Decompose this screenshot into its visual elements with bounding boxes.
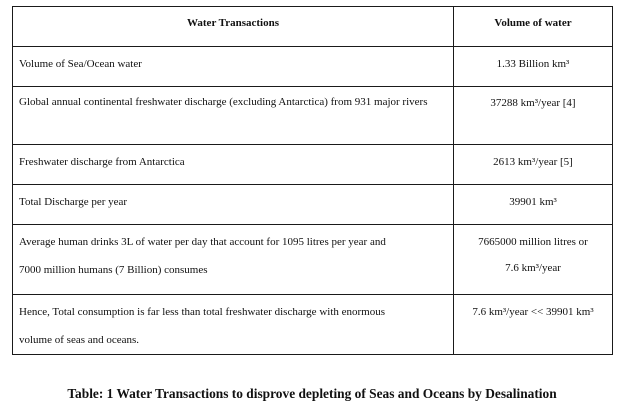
table-header-row bbox=[13, 7, 613, 47]
row-description: Volume of Sea/Ocean water bbox=[19, 58, 142, 70]
row-volume-line: 7665000 million litres or bbox=[478, 236, 588, 248]
row-volume-line: 7.6 km³/year bbox=[505, 262, 561, 274]
description-cell bbox=[13, 145, 454, 185]
description-cell bbox=[13, 295, 454, 355]
volume-cell bbox=[454, 225, 613, 295]
description-cell bbox=[13, 87, 454, 145]
row-description-line: Hence, Total consumption is far less than total freshwater discharge with enormous bbox=[19, 306, 386, 318]
row-description-line: Average human drinks 3L of water per day that account for 1095 litres per year and bbox=[19, 236, 386, 248]
row-description-line: 7000 million humans (7 Billion) consumes bbox=[19, 264, 208, 276]
row-description: Global annual continental freshwater discharge (excluding Antarctica) from 931 major rivers bbox=[19, 96, 428, 108]
row-description: Total Discharge per year bbox=[19, 196, 128, 208]
table-container bbox=[12, 6, 612, 355]
column-header-volume-of-water: Volume of water bbox=[454, 7, 613, 47]
row-description-line: volume of seas and oceans. bbox=[19, 334, 140, 346]
row-volume: 37288 km³/year [4] bbox=[490, 97, 576, 109]
description-cell bbox=[13, 185, 454, 225]
table-row bbox=[13, 87, 613, 145]
row-volume: 39901 km³ bbox=[509, 196, 557, 208]
volume-cell bbox=[454, 145, 613, 185]
table-row bbox=[13, 185, 613, 225]
row-volume: 7.6 km³/year << 39901 km³ bbox=[472, 306, 594, 318]
description-cell bbox=[13, 225, 454, 295]
row-description: Freshwater discharge from Antarctica bbox=[19, 156, 185, 168]
row-volume: 1.33 Billion km³ bbox=[496, 58, 570, 70]
water-transactions-table bbox=[12, 6, 613, 355]
volume-cell bbox=[454, 47, 613, 87]
volume-cell bbox=[454, 87, 613, 145]
column-header-water-transactions: Water Transactions bbox=[13, 7, 454, 47]
table-row bbox=[13, 47, 613, 87]
table-caption: Table: 1 Water Transactions to disprove depleting of Seas and Oceans by Desalination bbox=[67, 386, 557, 401]
volume-cell bbox=[454, 185, 613, 225]
description-cell bbox=[13, 47, 454, 87]
table-row bbox=[13, 295, 613, 355]
volume-cell bbox=[454, 295, 613, 355]
table-row bbox=[13, 225, 613, 295]
row-volume: 2613 km³/year [5] bbox=[493, 156, 573, 168]
table-row bbox=[13, 145, 613, 185]
